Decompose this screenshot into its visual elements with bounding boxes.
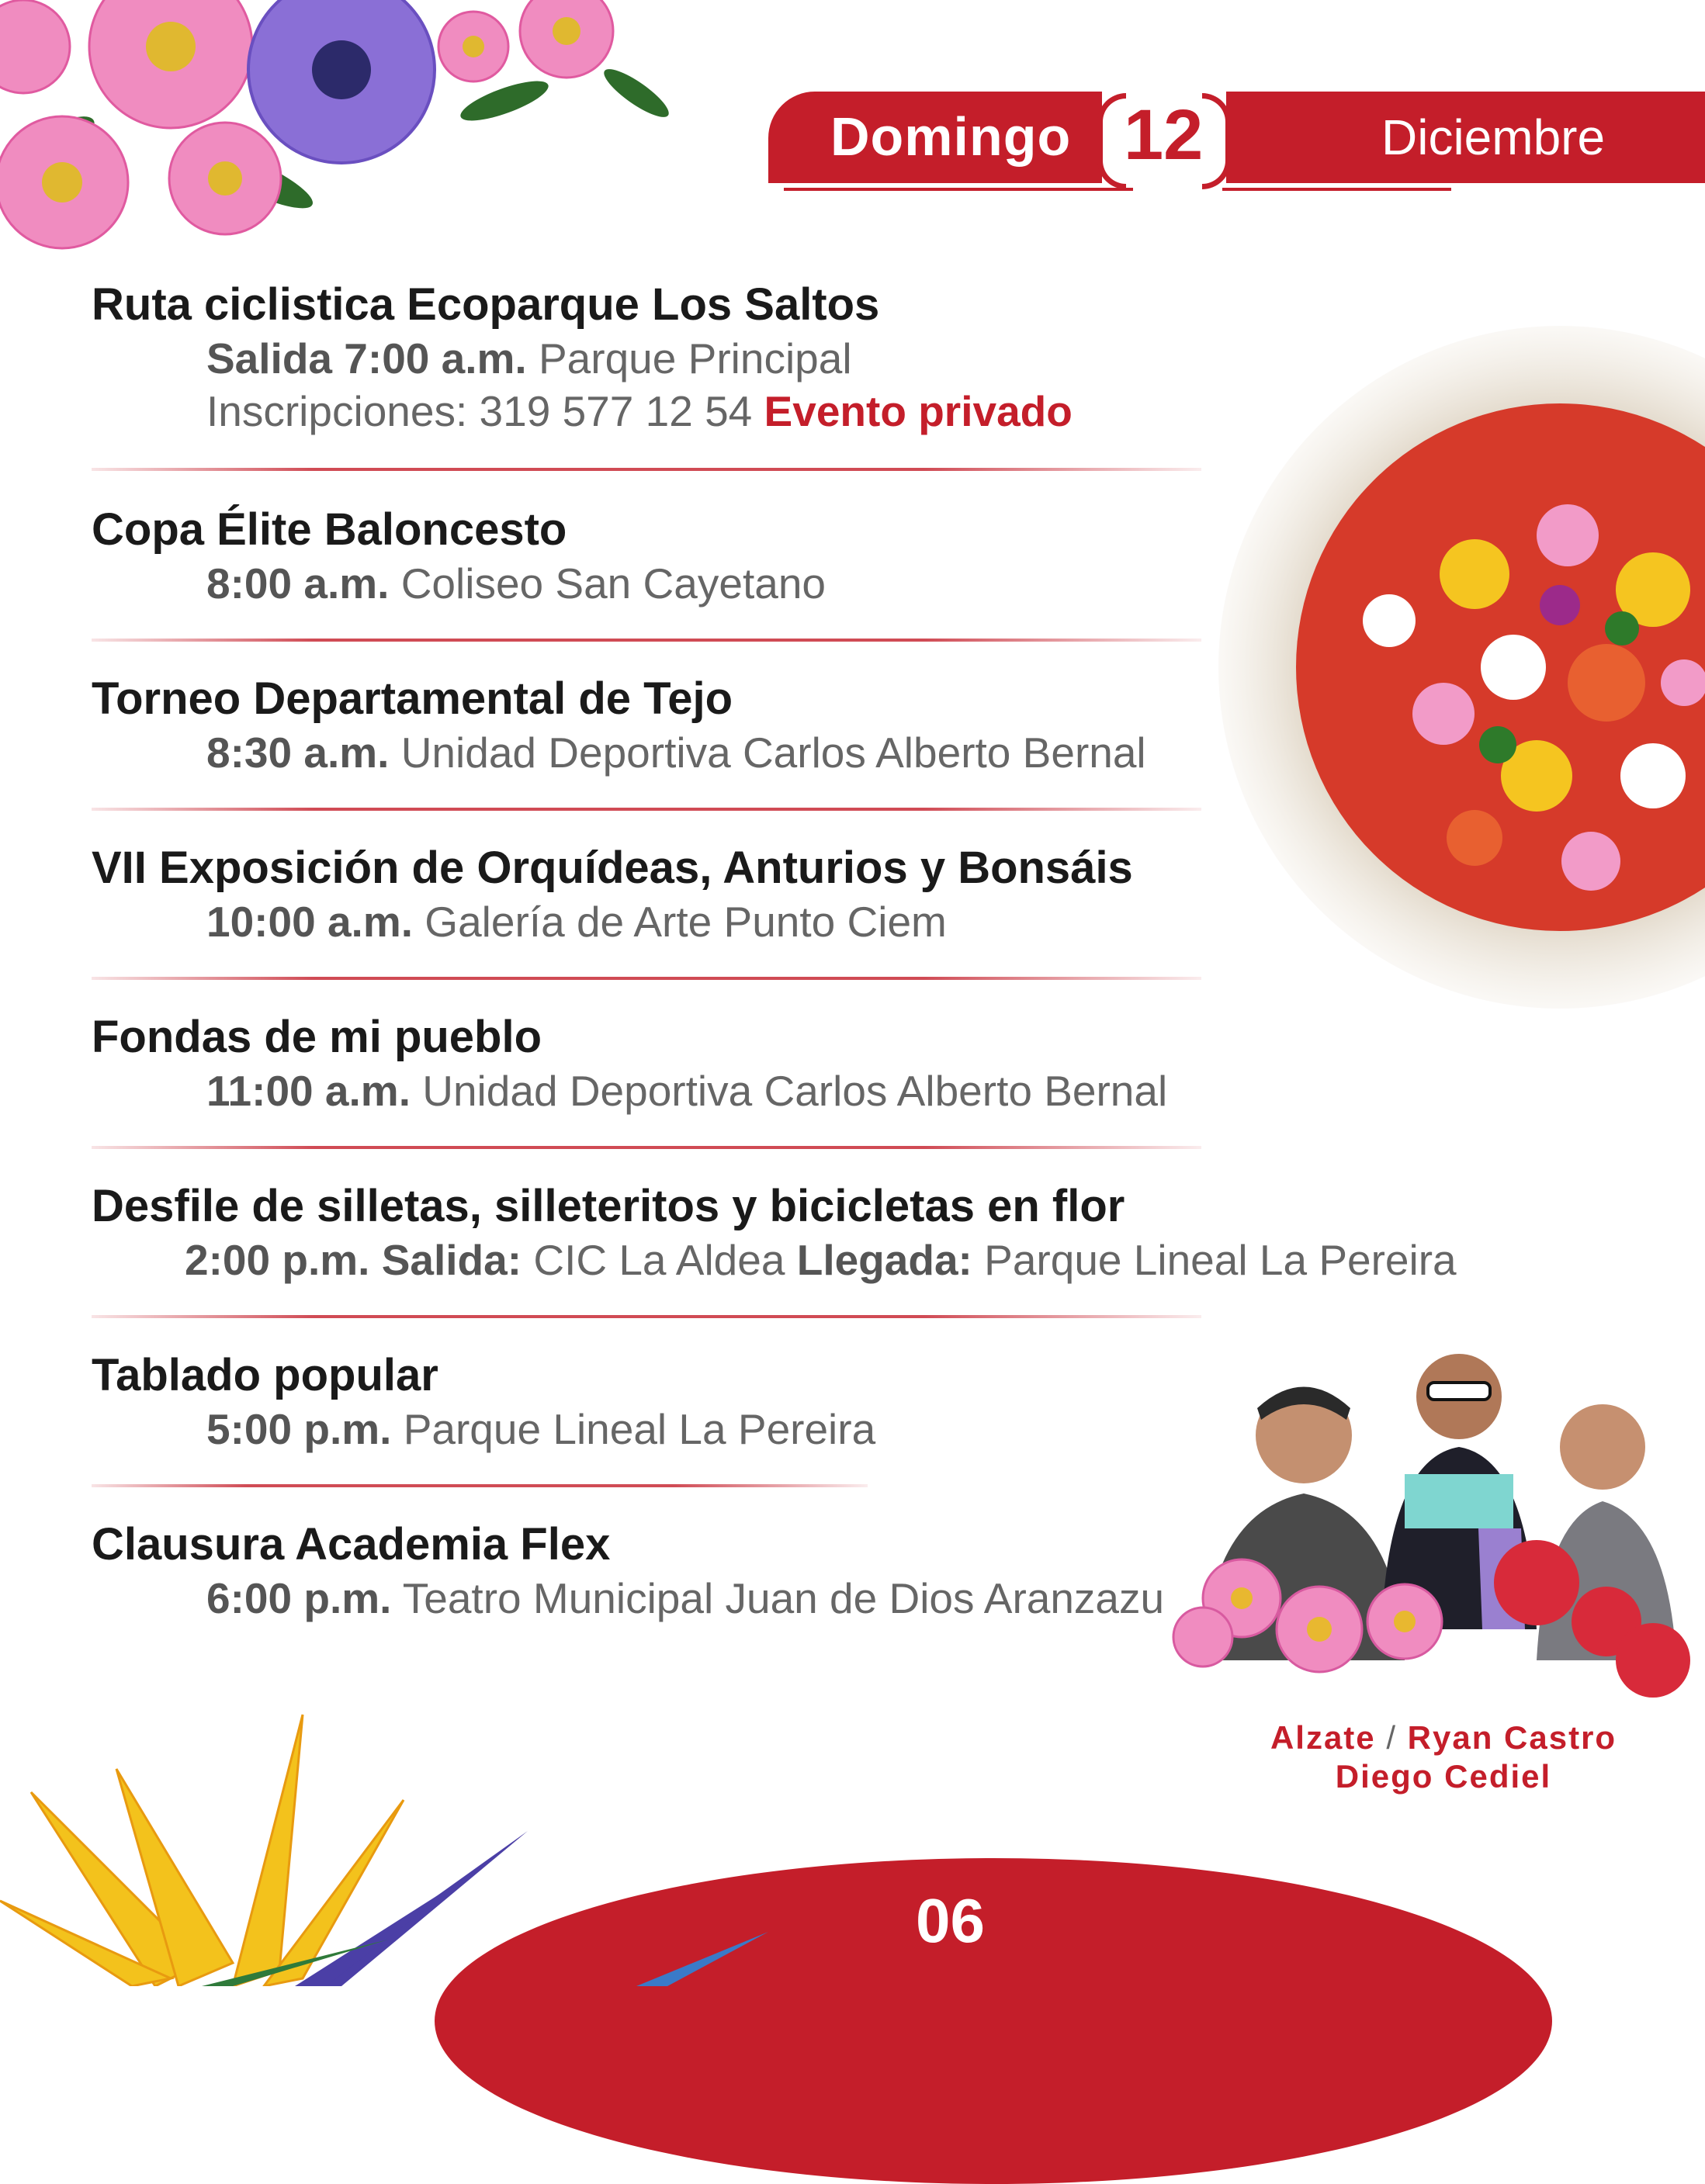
banner-underline xyxy=(1222,188,1451,191)
registration-info: Inscripciones: 319 577 12 54 xyxy=(206,387,753,435)
event-title: Ruta ciclistica Ecoparque Los Saltos xyxy=(92,279,880,330)
event-title: Tablado popular xyxy=(92,1350,438,1400)
artist-name: Ryan Castro xyxy=(1407,1719,1617,1756)
event-item xyxy=(92,503,826,610)
event-time-place xyxy=(92,726,1146,779)
event-time-place xyxy=(92,332,1073,385)
event-place: Unidad Deportiva Carlos Alberto Bernal xyxy=(422,1067,1168,1115)
event-place: Galería de Arte Punto Ciem xyxy=(425,898,947,946)
artists-caption xyxy=(1211,1718,1676,1796)
divider xyxy=(92,468,1201,471)
event-item xyxy=(92,841,1133,948)
event-time-place xyxy=(92,557,826,610)
event-time-place xyxy=(92,1064,1167,1117)
divider xyxy=(92,639,1201,642)
divider xyxy=(92,808,1201,811)
start-label: Salida: xyxy=(381,1236,522,1284)
silleta-flowers-image xyxy=(1218,279,1705,1024)
event-time-place xyxy=(92,1234,1457,1286)
artist-separator: / xyxy=(1386,1719,1397,1756)
bird-of-paradise-leaf xyxy=(636,1924,792,1986)
event-item xyxy=(92,278,1073,438)
event-time: 8:00 a.m. xyxy=(206,559,390,607)
start-place: CIC La Aldea xyxy=(533,1236,785,1284)
divider xyxy=(92,1315,1201,1318)
event-item xyxy=(92,1518,1164,1625)
footer-arc xyxy=(435,1858,1552,2184)
event-time: 11:00 a.m. xyxy=(206,1067,411,1115)
divider xyxy=(92,1146,1201,1149)
event-time-place xyxy=(92,895,1133,948)
end-place: Parque Lineal La Pereira xyxy=(984,1236,1457,1284)
event-title: Clausura Academia Flex xyxy=(92,1519,611,1570)
page-number: 06 xyxy=(916,1886,985,1955)
event-title: Fondas de mi pueblo xyxy=(92,1012,542,1062)
event-place: Unidad Deportiva Carlos Alberto Bernal xyxy=(400,729,1146,777)
event-place: Teatro Municipal Juan de Dios Aranzazu xyxy=(402,1574,1165,1622)
banner-underline xyxy=(784,188,1133,191)
event-registration xyxy=(92,385,1073,438)
event-title: Torneo Departamental de Tejo xyxy=(92,673,733,724)
event-time: Salida 7:00 a.m. xyxy=(206,334,527,382)
event-item xyxy=(92,672,1146,779)
date-number: 12 xyxy=(1124,95,1204,175)
event-time: 2:00 p.m. xyxy=(185,1236,370,1284)
event-title: Copa Élite Baloncesto xyxy=(92,504,567,555)
day-label: Domingo xyxy=(830,106,1072,167)
event-place: Parque Principal xyxy=(539,334,852,382)
event-time: 6:00 p.m. xyxy=(206,1574,392,1622)
event-place: Parque Lineal La Pereira xyxy=(403,1405,876,1453)
event-time: 10:00 a.m. xyxy=(206,898,414,946)
month-label: Diciembre xyxy=(1381,109,1606,165)
event-place: Coliseo San Cayetano xyxy=(400,559,826,607)
divider xyxy=(92,977,1201,980)
date-number-badge xyxy=(1102,87,1226,186)
day-banner xyxy=(768,92,1102,183)
artist-name: Diego Cediel xyxy=(1335,1758,1552,1795)
event-time: 8:30 a.m. xyxy=(206,729,390,777)
event-item xyxy=(92,1348,875,1455)
event-item xyxy=(92,1179,1457,1286)
flowers-decoration-top-left xyxy=(0,0,698,264)
event-time: 5:00 p.m. xyxy=(206,1405,392,1453)
event-time-place xyxy=(92,1572,1164,1625)
artist-name: Alzate xyxy=(1270,1719,1376,1756)
month-banner xyxy=(1226,92,1705,183)
event-time-place xyxy=(92,1403,875,1455)
artists-photo xyxy=(1172,1334,1705,1707)
event-item xyxy=(92,1010,1167,1117)
event-title: VII Exposición de Orquídeas, Anturios y Bonsáis xyxy=(92,843,1133,893)
divider xyxy=(92,1484,868,1487)
event-title: Desfile de silletas, silleteritos y bicicletas en flor xyxy=(92,1181,1125,1231)
end-label: Llegada: xyxy=(796,1236,972,1284)
private-event-note: Evento privado xyxy=(764,387,1073,435)
